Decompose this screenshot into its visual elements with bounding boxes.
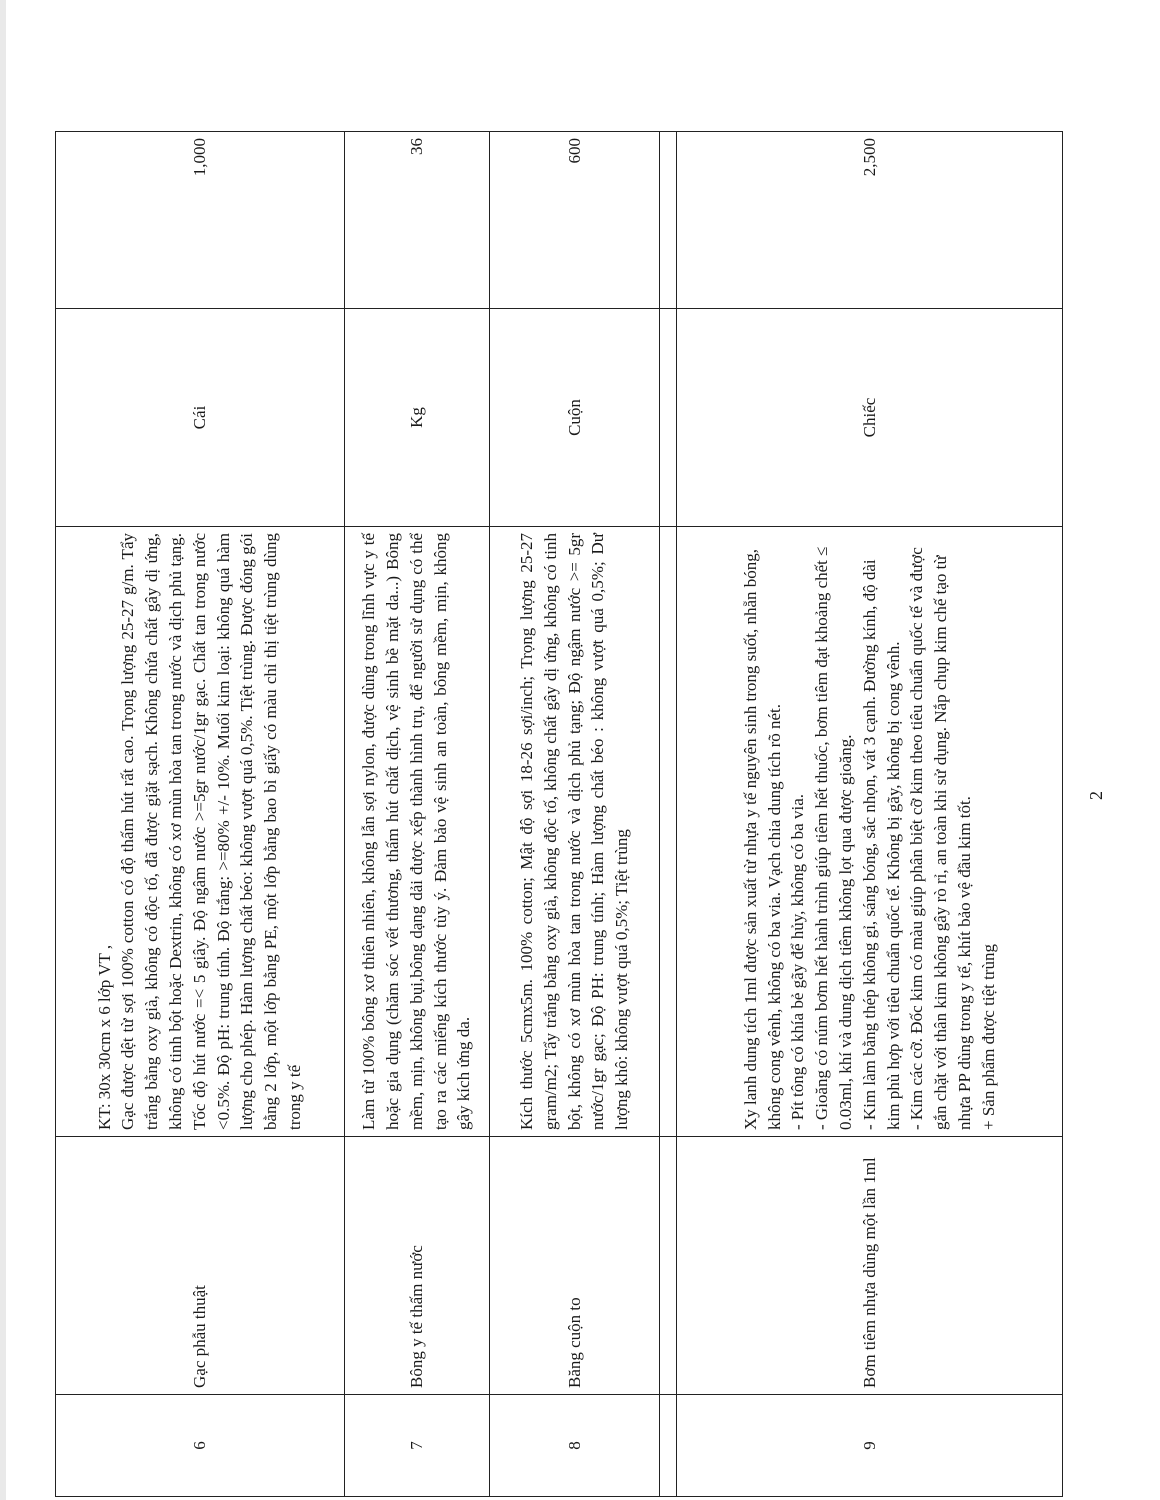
empty-cell — [660, 1395, 677, 1497]
empty-cell — [660, 309, 677, 527]
description-line: + Sản phẩm được tiệt trùng — [978, 944, 998, 1130]
table-row — [489, 132, 659, 1497]
product-name: Băng cuộn to — [489, 1137, 659, 1395]
table-row — [56, 132, 345, 1497]
description-line: - Pít tông có khía bẻ gãy để hủy, không có ba via. — [788, 794, 808, 1130]
unit-cell: Cái — [56, 309, 345, 527]
scan-margin — [0, 0, 6, 1500]
table-row — [677, 132, 1063, 1497]
table-row — [344, 132, 489, 1497]
product-name: Gạc phẫu thuật — [56, 1137, 345, 1395]
product-description — [56, 527, 345, 1137]
description-line: Xy lanh dung tích 1ml được sản xuất từ nhựa y tế nguyên sinh trong suốt, nhẵn bóng, không cong vênh, không có ba via. Vạch chia dung tích rõ nét. — [740, 548, 784, 1130]
description-line: Kích thước 5cmx5m. 100% cotton; Mật độ sợi 18-26 sợi/inch; Trọng lượng 25-27 gram/m2; Tẩy trắng bằng oxy già, không độc tố, không chất gây dị ứng, không có tinh bột, không có xơ mùn hòa tan trong nước và dịch phủ tạng; Độ ngậm nước >= 5gr nước/1gr gạc; Độ PH: trung tính; Hàm lượng chất béo : không vượt quá 0,5%; Dư lượng khô: không vượt quá 0,5%; Tiệt trùng — [517, 533, 632, 1130]
description-line: Làm từ 100% bông xơ thiên nhiên, không lẫn sợi nylon, được dùng trong lĩnh vực y tế hoặc gia dụng (chăm sóc vết thương, thấm hút chất dịch, vệ sinh bề mặt da...) Bông mềm, mịn, không bụi,bông dạng dải được xếp thành hình trụ, để người sử dụng có thể tạo ra các miếng kích thước tùy ý. Đảm bảo vệ sinh an toàn, bông mềm, mịn, không gây kích ứng da. — [359, 533, 474, 1130]
product-name: Bông y tế thấm nước — [344, 1137, 489, 1395]
description-line: KT: 30x 30cm x 6 lớp VT , — [94, 944, 114, 1130]
description-line: - Kim các cỡ. Đốc kim có màu giúp phân biệt cỡ kim theo tiêu chuẩn quốc tế và được gắn chặt với thân kim không gây rò rỉ, an toàn khi sử dụng. Nắp chụp kim chế tạo từ nhựa PP dùng trong y tế, khít bảo vệ đầu kim tốt. — [907, 547, 974, 1130]
empty-cell — [660, 527, 677, 1137]
description-line: - Gioăng có núm bơm hết hành trình giúp tiêm hết thuốc, bơm tiêm đạt khoảng chết ≤ 0.03ml, khí và dung dịch tiêm không lọt qua được gioăng. — [812, 546, 855, 1130]
unit-cell: Cuộn — [489, 309, 659, 527]
specification-table — [55, 131, 1063, 1497]
table-row-spacer — [660, 132, 677, 1497]
product-description — [489, 527, 659, 1137]
rotated-table-container — [55, 132, 1063, 1497]
product-name: Bơm tiêm nhựa dùng một lần 1ml — [677, 1137, 1063, 1395]
row-number: 7 — [344, 1395, 489, 1497]
row-number: 9 — [677, 1395, 1063, 1497]
unit-cell: Chiếc — [677, 309, 1063, 527]
row-number: 6 — [56, 1395, 345, 1497]
page-number: 2 — [1086, 791, 1106, 800]
product-description — [677, 527, 1063, 1137]
quantity-cell: 2,500 — [677, 132, 1063, 309]
unit-cell: Kg — [344, 309, 489, 527]
empty-cell — [660, 132, 677, 309]
quantity-cell: 1,000 — [56, 132, 345, 309]
description-line: Gạc được dệt từ sợi 100% cotton có độ thấm hút rất cao. Trọng lượng 25-27 g/m. Tẩy trắng bằng oxy già, không có độc tố, đã được giặt sạch. Không chứa chất gây dị ứng, không có tinh bột hoặc Dextrin, không có xơ mùn hòa tan trong nước và dịch phủ tạng. Tốc độ hút nước =< 5 giây. Độ ngâm nước >=5gr nước/1gr gạc. Chất tan trong nước <0.5%. Độ pH: trung tính. Độ trắng: >=80% +/- 10%. Muối kim loại: không quá hàm lượng cho phép. Hàm lượng chất béo: không vượt quá 0,5%. Tiệt trùng. Được đóng gói bằng 2 lớp, một lớp bằng PE, một lớp bằng bao bì giấy có màu chỉ thị tiệt trùng dùng trong y tế — [118, 533, 305, 1130]
quantity-cell: 36 — [344, 132, 489, 309]
quantity-cell: 600 — [489, 132, 659, 309]
row-number: 8 — [489, 1395, 659, 1497]
product-description — [344, 527, 489, 1137]
description-line: - Kim làm bằng thép không gỉ, sáng bóng, sắc nhọn, vát 3 cạnh. Đường kính, độ dài kim phù hợp với tiêu chuẩn quốc tế. Không bị gãy, không bị cong vênh. — [859, 559, 903, 1130]
empty-cell — [660, 1137, 677, 1395]
